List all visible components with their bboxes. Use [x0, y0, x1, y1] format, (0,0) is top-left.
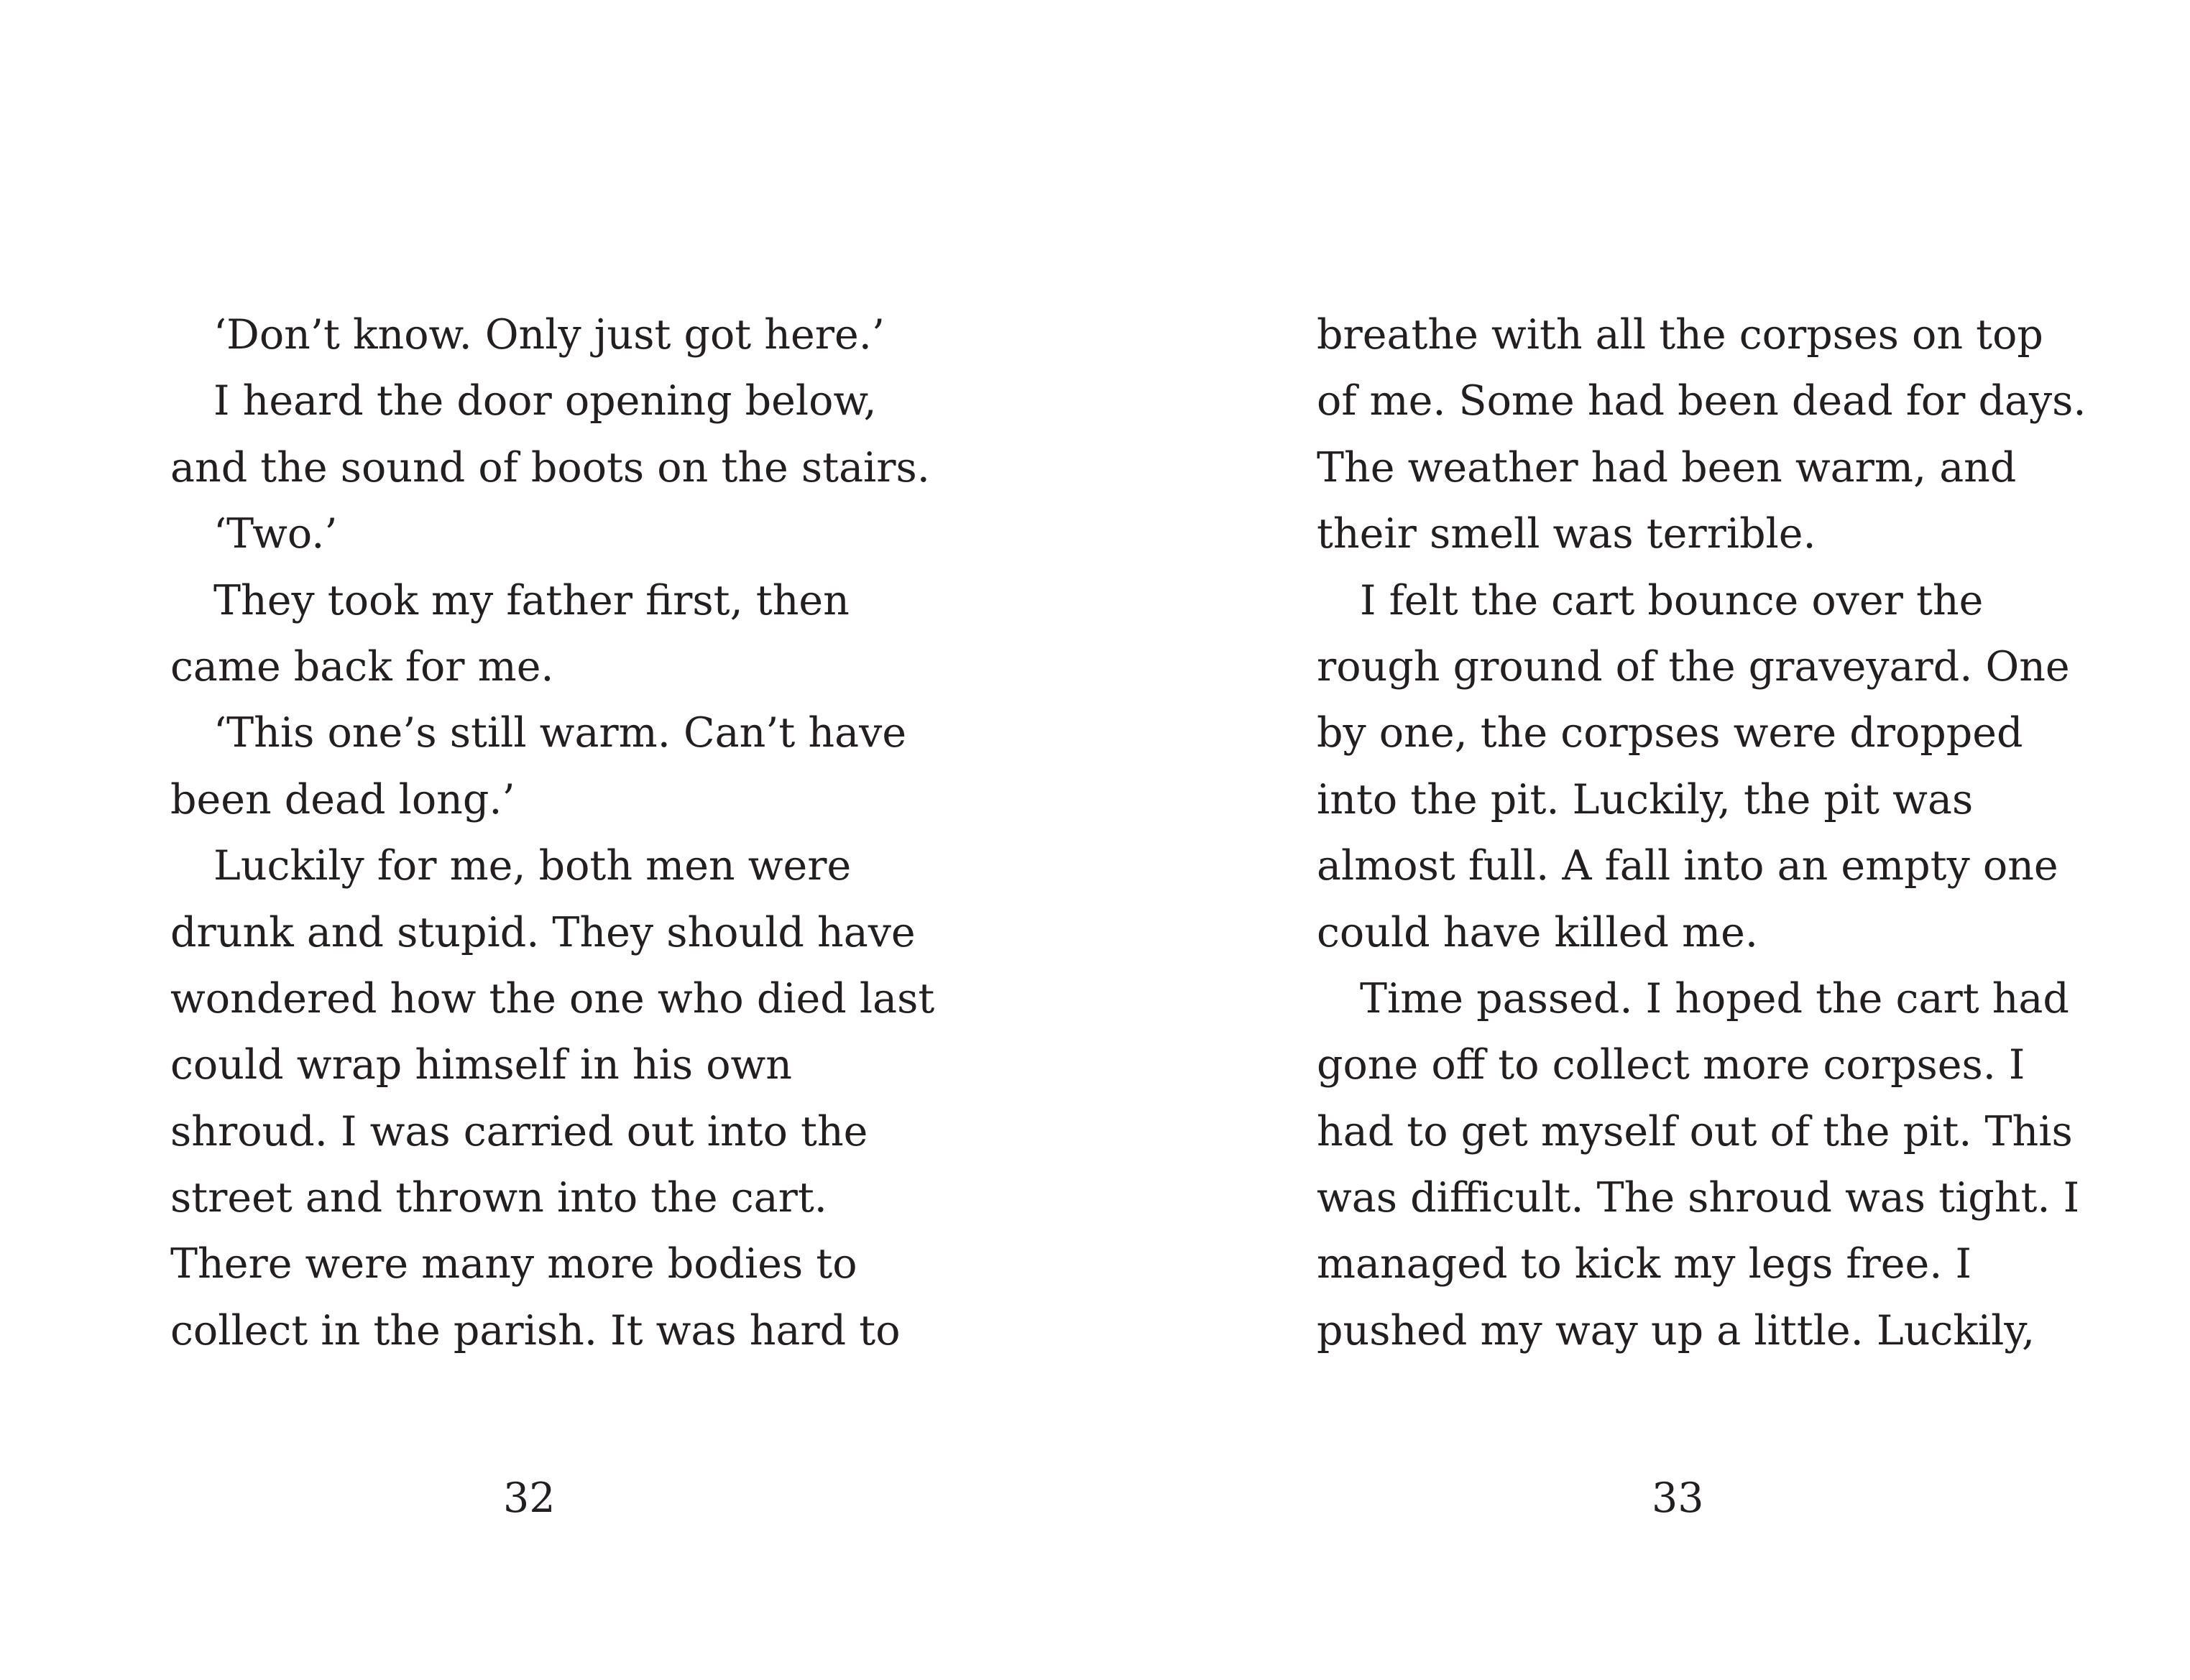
- text-line: ‘Don’t know. Only just got here.’: [213, 311, 885, 359]
- text-line: managed to kick my legs free. I: [1317, 1240, 1972, 1288]
- text-line: been dead long.’: [170, 775, 515, 823]
- text-line: street and thrown into the cart.: [170, 1174, 827, 1222]
- page-number-left: 32: [503, 1474, 556, 1522]
- text-line: shroud. I was carried out into the: [170, 1107, 868, 1155]
- left-page-body-text: [170, 302, 935, 1364]
- text-line: I felt the cart bounce over the: [1360, 576, 1984, 624]
- text-line: could wrap himself in his own: [170, 1041, 793, 1089]
- right-page: [1095, 0, 2189, 1680]
- text-line: ‘Two.’: [213, 510, 338, 558]
- text-line: pushed my way up a little. Luckily,: [1317, 1306, 2035, 1354]
- text-line: by one, the corpses were dropped: [1317, 709, 2023, 757]
- text-line: ‘This one’s still warm. Can’t have: [213, 709, 907, 757]
- text-line: The weather had been warm, and: [1317, 443, 2017, 491]
- text-line: Luckily for me, both men were: [213, 842, 852, 890]
- text-line: wondered how the one who died last: [170, 974, 935, 1023]
- text-line: almost full. A fall into an empty one: [1317, 842, 2058, 890]
- right-page-body-text: [1317, 302, 2087, 1364]
- text-line: and the sound of boots on the stairs.: [170, 443, 930, 491]
- text-line: They took my father first, then: [213, 576, 850, 624]
- text-line: I heard the door opening below,: [213, 377, 877, 425]
- text-line: had to get myself out of the pit. This: [1317, 1107, 2073, 1155]
- text-line: was difficult. The shroud was tight. I: [1317, 1174, 2080, 1222]
- text-line: breathe with all the corpses on top: [1317, 311, 2043, 359]
- text-line: rough ground of the graveyard. One: [1317, 642, 2070, 691]
- text-line: There were many more bodies to: [170, 1240, 857, 1288]
- text-line: their smell was terrible.: [1317, 510, 1816, 558]
- page-number-right: 33: [1652, 1474, 1704, 1522]
- text-line: could have killed me.: [1317, 908, 1759, 956]
- text-line: of me. Some had been dead for days.: [1317, 377, 2087, 425]
- text-line: Time passed. I hoped the cart had: [1360, 974, 2069, 1023]
- text-line: gone off to collect more corpses. I: [1317, 1041, 2025, 1089]
- text-line: collect in the parish. It was hard to: [170, 1306, 901, 1354]
- text-line: into the pit. Luckily, the pit was: [1317, 775, 1974, 823]
- text-line: drunk and stupid. They should have: [170, 908, 916, 956]
- text-line: came back for me.: [170, 642, 554, 691]
